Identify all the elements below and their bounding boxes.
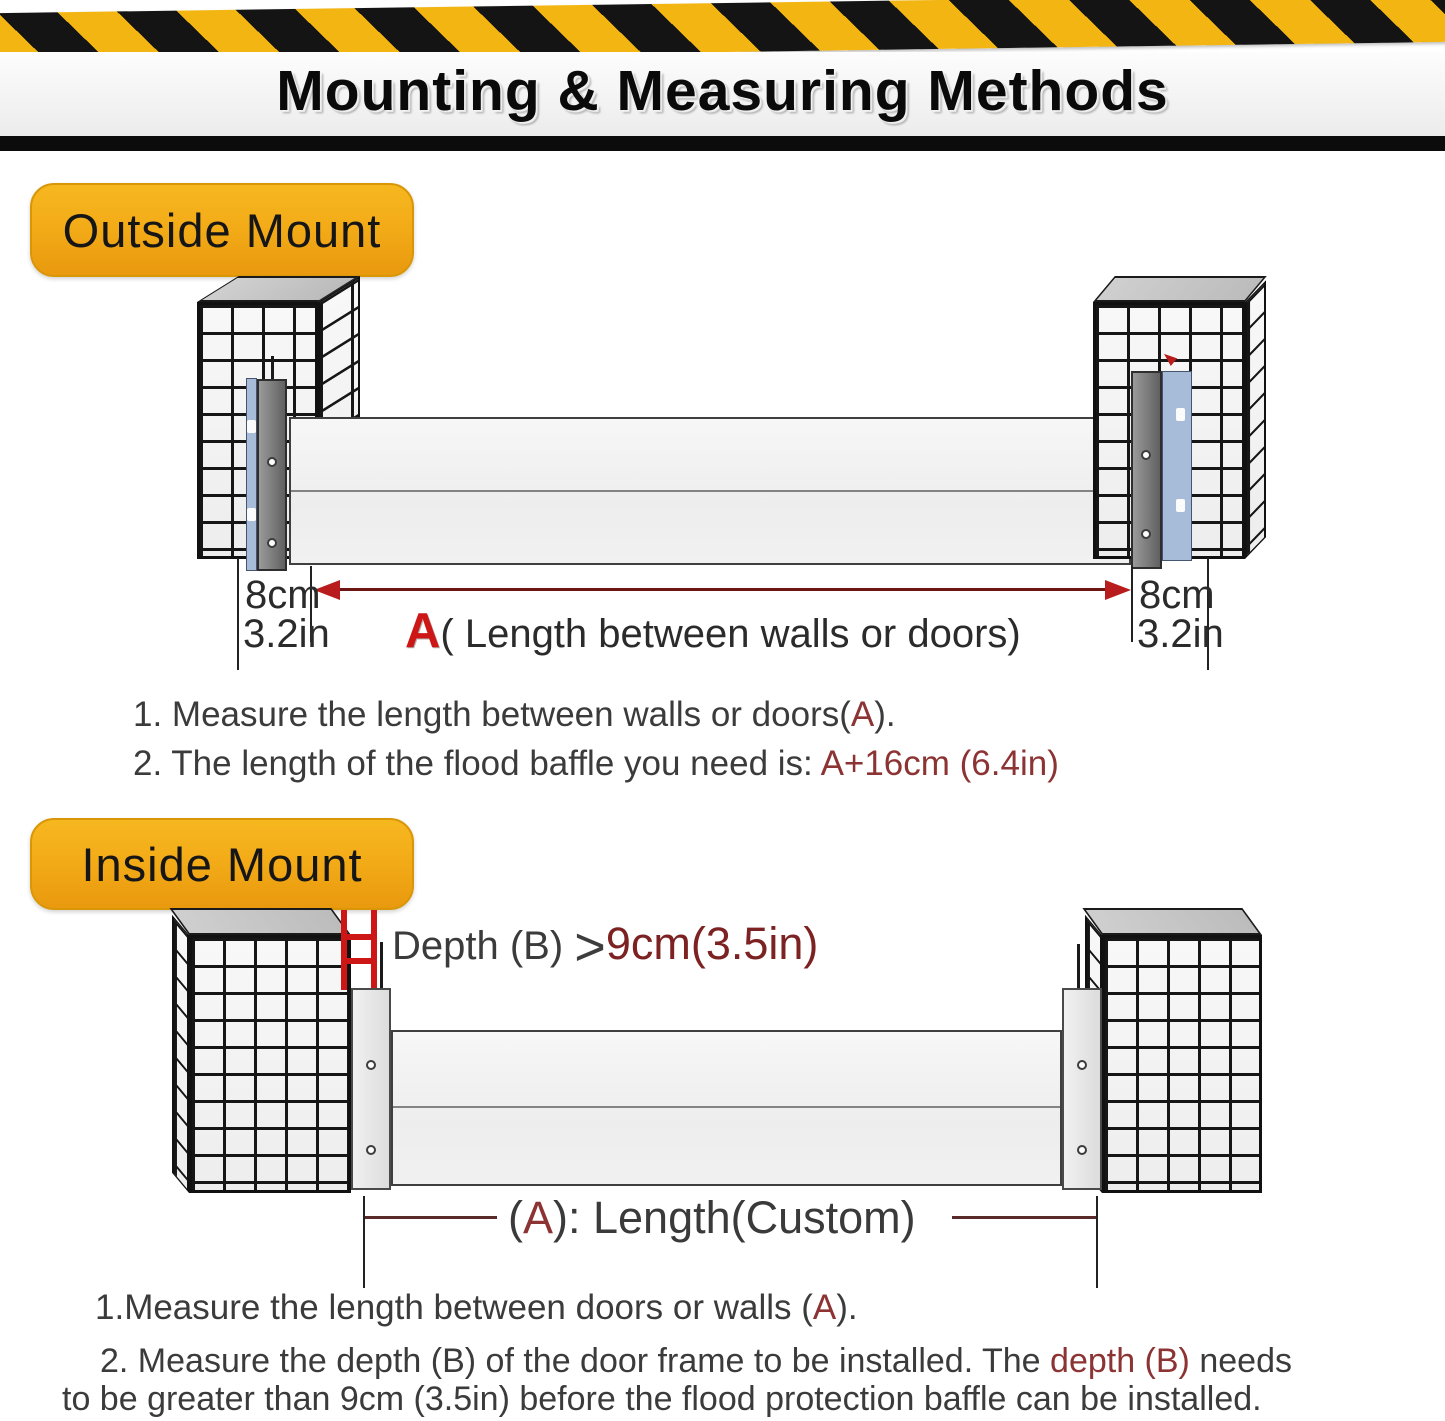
- step-text: 2. The length of the flood baffle you need is:: [133, 744, 821, 783]
- pillar-front-face: [189, 935, 351, 1193]
- length-label: [508, 1192, 916, 1244]
- step-text: 2. Measure the depth (B) of the door frame to be installed. The: [100, 1342, 1051, 1380]
- inside-step-1: [95, 1288, 858, 1328]
- depth-label-text: Depth (B): [392, 924, 575, 968]
- mount-bracket-right: [1131, 371, 1162, 569]
- step-text: 1. Measure the length between walls or doors(: [133, 695, 851, 734]
- screw-hole: [267, 457, 277, 467]
- step-accent: A: [812, 1288, 837, 1327]
- greater-than-icon: >: [574, 917, 606, 977]
- arrowhead-right-icon: [1105, 580, 1131, 600]
- pillar-top-face: [169, 908, 351, 935]
- dimension-arrow-line: [330, 588, 1116, 591]
- inside-step-2-cont: [62, 1380, 1262, 1419]
- dimension-letter-A: A: [405, 604, 441, 658]
- depth-gauge-rung: [341, 958, 377, 964]
- dim-left-in: 3.2in: [243, 612, 330, 656]
- dim-right-in: 3.2in: [1137, 612, 1224, 656]
- depth-gauge-bar: [341, 910, 347, 990]
- dimension-line-segment: [365, 1216, 497, 1219]
- screw-hole: [366, 1145, 376, 1155]
- step-accent: A: [850, 695, 875, 734]
- anchor-pin: [380, 942, 383, 988]
- wall-seal-strip-right: [1162, 371, 1192, 561]
- step-text: to be greater than 9cm (3.5in) before the flood protection baffle can be installed.: [62, 1380, 1262, 1418]
- pillar-front-face: [1102, 935, 1262, 1193]
- extension-line: [1131, 566, 1133, 642]
- depth-label-value: 9cm(3.5in): [605, 918, 819, 969]
- seal-notch: [1176, 408, 1185, 421]
- screw-hole: [1141, 450, 1151, 460]
- length-label-A: A: [523, 1192, 554, 1243]
- inside-step-2: [100, 1342, 1292, 1381]
- extension-line: [363, 1196, 365, 1288]
- wall-seal-strip-left: [246, 378, 257, 571]
- extension-line: [1096, 1196, 1098, 1288]
- page-title: Mounting & Measuring Methods: [276, 59, 1169, 123]
- outside-mount-badge: [30, 183, 414, 277]
- outside-step-2: [133, 744, 1059, 784]
- step-accent: depth (B): [1050, 1342, 1190, 1380]
- extension-line: [237, 558, 239, 670]
- depth-gauge-bar: [371, 910, 377, 990]
- seal-notch: [247, 508, 256, 521]
- seal-notch: [247, 420, 256, 433]
- panel-seam: [291, 490, 1129, 492]
- mount-channel-left: [351, 988, 391, 1190]
- dimension-label-text: ( Length between walls or doors): [440, 612, 1021, 656]
- dim-right-cm: 8cm: [1139, 573, 1215, 617]
- dim-left-cm: 8cm: [245, 573, 321, 617]
- anchor-pin: [271, 356, 274, 381]
- dimension-label-A: [405, 603, 1021, 659]
- outside-mount-badge-label: Outside Mount: [62, 203, 382, 257]
- step-text: ).: [874, 695, 896, 734]
- pillar-side-face: [172, 915, 189, 1193]
- flood-barrier-panel: [391, 1030, 1062, 1186]
- step-text: 1.Measure the length between doors or walls (: [95, 1288, 813, 1327]
- step-text: needs: [1189, 1342, 1292, 1380]
- pillar-top-face: [1082, 908, 1262, 935]
- length-label-text: ): Length(Custom): [553, 1192, 916, 1243]
- mount-channel-right: [1062, 988, 1102, 1190]
- step-text: ).: [836, 1288, 858, 1327]
- depth-gauge-rung: [341, 934, 377, 940]
- length-label-text: (: [508, 1192, 523, 1243]
- step-accent: A+16cm (6.4in): [820, 744, 1059, 783]
- screw-hole: [366, 1060, 376, 1070]
- outside-step-1: [133, 695, 896, 735]
- pillar-top-face: [1093, 276, 1267, 302]
- pillar-side-face: [1245, 280, 1266, 559]
- inside-mount-badge-label: Inside Mount: [81, 837, 363, 891]
- inside-mount-badge: [30, 818, 414, 910]
- panel-seam: [393, 1106, 1060, 1108]
- title-underline-bar: [0, 136, 1445, 151]
- anchor-pin: [1077, 944, 1080, 989]
- screw-hole: [1141, 529, 1151, 539]
- screw-hole: [1077, 1145, 1087, 1155]
- depth-label: [392, 916, 818, 978]
- screw-hole: [267, 538, 277, 548]
- seal-notch: [1176, 499, 1185, 512]
- screw-hole: [1077, 1060, 1087, 1070]
- dimension-line-segment: [952, 1216, 1096, 1219]
